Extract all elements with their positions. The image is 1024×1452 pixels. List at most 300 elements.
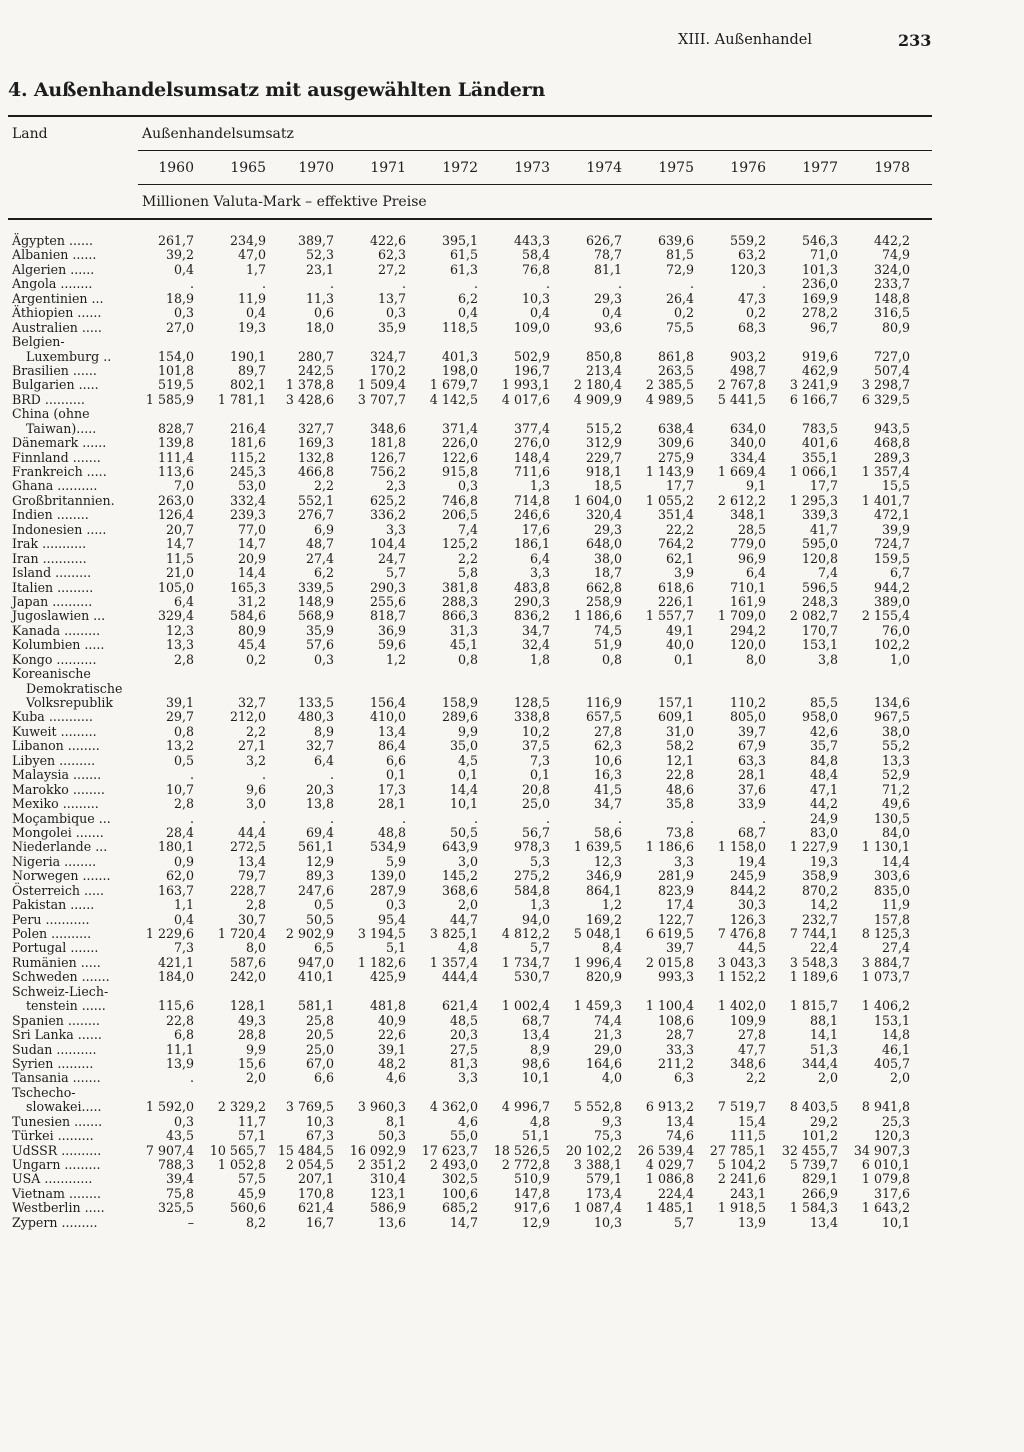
- table-cell: .: [401, 810, 406, 826]
- table-cell: 288,3: [441, 593, 478, 609]
- table-cell: 5,7: [529, 940, 550, 956]
- country-label: Ungarn .........: [12, 1157, 101, 1172]
- table-row: [8, 653, 928, 667]
- table-cell: 8 125,3: [861, 926, 910, 941]
- table-cell: 1,7: [245, 261, 266, 277]
- table-cell: 336,2: [369, 507, 406, 523]
- table-row: [8, 609, 928, 623]
- table-cell: 11,7: [237, 1113, 266, 1129]
- table-cell: 389,7: [297, 233, 334, 248]
- table-cell: 6,6: [385, 752, 406, 768]
- table-cell: 1 918,5: [717, 1200, 766, 1216]
- country-label: China (ohne: [12, 406, 90, 422]
- table-cell: 58,4: [521, 247, 550, 263]
- table-cell: 81,5: [665, 247, 694, 263]
- table-cell: .: [401, 276, 406, 292]
- table-cell: 6,4: [745, 565, 766, 581]
- table-cell: 1 734,7: [501, 954, 550, 970]
- table-cell: [686, 682, 766, 696]
- table-cell: [254, 667, 334, 681]
- table-cell: 27,4: [881, 940, 910, 956]
- table-cell: [470, 985, 550, 999]
- table-cell: [326, 682, 406, 696]
- table-cell: 48,5: [449, 1012, 478, 1028]
- table-cell: 10,3: [593, 1214, 622, 1230]
- table-cell: 4,6: [385, 1070, 406, 1086]
- table-cell: 181,6: [229, 435, 266, 451]
- table-cell: 5 552,8: [573, 1099, 622, 1115]
- table-cell: 18 526,5: [493, 1142, 550, 1158]
- table-cell: 1 604,0: [573, 492, 622, 508]
- table-cell: 58,6: [593, 824, 622, 840]
- table-cell: 0,2: [245, 651, 266, 667]
- table-cell: 559,2: [729, 233, 766, 248]
- table-row: [8, 422, 928, 436]
- table-cell: 29,3: [593, 290, 622, 306]
- table-cell: 74,4: [593, 1012, 622, 1028]
- country-label: Taiwan).....: [26, 420, 97, 436]
- table-cell: 3,0: [457, 853, 478, 869]
- table-cell: 148,4: [513, 449, 550, 465]
- table-row: [8, 1216, 928, 1230]
- country-label: UdSSR ..........: [12, 1142, 102, 1158]
- country-label: Vietnam ........: [12, 1185, 102, 1201]
- table-cell: 2,0: [817, 1070, 838, 1086]
- table-cell: 100,6: [441, 1185, 478, 1201]
- table-cell: 31,3: [449, 622, 478, 638]
- table-cell: 358,9: [801, 868, 838, 884]
- table-cell: 35,7: [809, 738, 838, 754]
- table-cell: [326, 1086, 406, 1100]
- table-cell: 115,6: [157, 998, 194, 1014]
- table-cell: 502,9: [513, 348, 550, 364]
- table-cell: [326, 985, 406, 999]
- table-cell: .: [545, 810, 550, 826]
- table-cell: [614, 682, 694, 696]
- table-cell: 15,5: [881, 478, 910, 494]
- country-label: Portugal .......: [12, 940, 99, 956]
- table-cell: 30,7: [237, 911, 266, 927]
- table-cell: 395,1: [441, 233, 478, 248]
- table-cell: .: [261, 276, 266, 292]
- table-cell: 6 010,1: [861, 1157, 910, 1172]
- table-cell: 169,9: [801, 290, 838, 306]
- country-label: Jugoslawien ...: [12, 608, 106, 624]
- table-row: [8, 725, 928, 739]
- table-cell: 290,3: [369, 579, 406, 595]
- table-cell: 74,5: [593, 622, 622, 638]
- table-cell: 1 066,1: [789, 464, 838, 479]
- table-cell: 917,6: [513, 1200, 550, 1216]
- country-label: Bulgarien .....: [12, 377, 99, 393]
- table-cell: 444,4: [441, 969, 478, 985]
- page-title: 4. Außenhandelsumsatz mit ausgewählten Ländern: [8, 79, 546, 101]
- table-cell: 6 166,7: [789, 391, 838, 407]
- table-row: [8, 321, 928, 335]
- table-cell: 639,6: [657, 233, 694, 248]
- table-cell: 5,1: [385, 940, 406, 956]
- table-cell: 320,4: [585, 507, 622, 523]
- country-label: Indien ........: [12, 507, 89, 523]
- table-cell: 13,3: [165, 637, 194, 653]
- table-cell: 348,1: [729, 507, 766, 523]
- country-label: Kuba ...........: [12, 709, 93, 725]
- table-row: [8, 248, 928, 262]
- table-cell: 35,9: [377, 319, 406, 335]
- table-cell: 401,6: [801, 435, 838, 451]
- table-cell: 1,2: [385, 651, 406, 667]
- country-label: Sudan ..........: [12, 1041, 97, 1057]
- table-cell: 6,3: [673, 1070, 694, 1086]
- table-cell: 13,9: [737, 1214, 766, 1230]
- table-cell: [254, 1086, 334, 1100]
- table-cell: 77,0: [237, 521, 266, 537]
- table-cell: [614, 335, 694, 349]
- table-cell: 228,7: [229, 882, 266, 898]
- table-cell: 2,2: [745, 1070, 766, 1086]
- table-cell: 425,9: [369, 969, 406, 985]
- table-cell: 6,4: [173, 593, 194, 609]
- table-cell: 1 158,0: [717, 839, 766, 855]
- table-cell: 159,5: [873, 550, 910, 566]
- table-cell: [114, 1086, 194, 1100]
- table-cell: 332,4: [229, 492, 266, 508]
- table-cell: 236,0: [801, 276, 838, 292]
- table-row: [8, 479, 928, 493]
- table-cell: 96,9: [737, 550, 766, 566]
- table-cell: [114, 407, 194, 421]
- table-cell: 835,0: [873, 882, 910, 898]
- table-cell: 272,5: [229, 839, 266, 855]
- table-cell: 147,8: [513, 1185, 550, 1201]
- table-cell: 1 002,4: [501, 998, 550, 1014]
- table-cell: 3 548,3: [789, 954, 838, 970]
- table-cell: 14,7: [237, 536, 266, 552]
- table-cell: 49,6: [881, 796, 910, 812]
- table-cell: 75,5: [665, 319, 694, 335]
- table-cell: 50,5: [449, 824, 478, 840]
- table-row: [8, 566, 928, 580]
- table-cell: 32,7: [237, 695, 266, 710]
- table-cell: 7 519,7: [717, 1099, 766, 1115]
- table-cell: 2 385,5: [645, 377, 694, 393]
- table-cell: 51,3: [809, 1041, 838, 1057]
- year-header-1973: 1973: [514, 160, 550, 176]
- table-cell: 6,4: [313, 752, 334, 768]
- table-cell: .: [261, 810, 266, 826]
- table-cell: 226,0: [441, 435, 478, 451]
- table-cell: 584,6: [229, 608, 266, 624]
- table-cell: 34,7: [593, 796, 622, 812]
- table-cell: 14,1: [809, 1027, 838, 1043]
- table-cell: 28,7: [665, 1027, 694, 1043]
- table-cell: 918,1: [585, 464, 622, 479]
- table-cell: 126,4: [157, 507, 194, 523]
- table-cell: 561,1: [297, 839, 334, 855]
- table-cell: 31,2: [237, 593, 266, 609]
- table-cell: 55,2: [881, 738, 910, 754]
- table-cell: [614, 667, 694, 681]
- table-cell: 1 781,1: [217, 391, 266, 407]
- table-cell: 8,0: [745, 651, 766, 667]
- table-cell: 113,6: [157, 464, 194, 479]
- table-cell: 28,4: [165, 824, 194, 840]
- table-cell: 61,5: [449, 247, 478, 263]
- table-cell: 0,4: [601, 305, 622, 321]
- table-cell: 944,2: [873, 579, 910, 595]
- table-cell: 410,1: [297, 969, 334, 985]
- table-cell: 39,7: [665, 940, 694, 956]
- table-cell: 6,6: [313, 1070, 334, 1086]
- table-cell: 281,9: [657, 868, 694, 884]
- country-label: Belgien-: [12, 334, 65, 350]
- table-cell: [830, 667, 910, 681]
- table-row: [8, 364, 928, 378]
- table-cell: 1 643,2: [861, 1200, 910, 1216]
- table-cell: 21,0: [165, 565, 194, 581]
- table-cell: 98,6: [521, 1055, 550, 1071]
- table-cell: 161,9: [729, 593, 766, 609]
- table-cell: 5 104,2: [717, 1157, 766, 1172]
- country-label: Tschecho-: [12, 1084, 76, 1100]
- table-cell: 7,0: [173, 478, 194, 494]
- table-cell: [398, 682, 478, 696]
- table-cell: 1 585,9: [145, 391, 194, 407]
- table-row: [8, 840, 928, 854]
- table-cell: 17,7: [809, 478, 838, 494]
- table-row: [8, 999, 928, 1013]
- country-label: Australien .....: [12, 319, 102, 335]
- table-cell: 30,3: [737, 897, 766, 913]
- country-label: Moçambique ...: [12, 810, 111, 826]
- country-label: USA ............: [12, 1171, 93, 1187]
- table-cell: 101,8: [157, 362, 194, 378]
- table-cell: 139,8: [157, 435, 194, 451]
- table-cell: 47,7: [737, 1041, 766, 1057]
- table-cell: 40,0: [665, 637, 694, 653]
- page-number: 233: [898, 31, 932, 50]
- table-cell: 1 996,4: [573, 954, 622, 970]
- table-cell: 17,4: [665, 897, 694, 913]
- table-cell: 33,9: [737, 796, 766, 812]
- table-cell: 346,9: [585, 868, 622, 884]
- table-cell: 546,3: [801, 233, 838, 248]
- table-cell: 422,6: [369, 233, 406, 248]
- table-cell: 126,3: [729, 911, 766, 927]
- table-cell: 2 241,6: [717, 1171, 766, 1187]
- table-cell: 51,1: [521, 1128, 550, 1144]
- table-cell: 0,9: [173, 853, 194, 869]
- table-cell: 329,4: [157, 608, 194, 624]
- table-cell: 7,3: [529, 752, 550, 768]
- table-cell: 943,5: [873, 420, 910, 436]
- table-cell: 170,2: [369, 362, 406, 378]
- table-row: [8, 855, 928, 869]
- table-cell: 44,2: [809, 796, 838, 812]
- table-cell: 657,5: [585, 709, 622, 725]
- table-cell: 20,9: [237, 550, 266, 566]
- table-cell: 61,3: [449, 261, 478, 277]
- table-cell: 1 406,2: [861, 998, 910, 1014]
- table-cell: 17,7: [665, 478, 694, 494]
- table-cell: 2,8: [173, 796, 194, 812]
- table-cell: 6,9: [313, 521, 334, 537]
- table-cell: 13,3: [881, 752, 910, 768]
- table-cell: 20,8: [521, 781, 550, 797]
- table-cell: 1 073,7: [861, 969, 910, 985]
- table-cell: 62,0: [165, 868, 194, 884]
- table-cell: 122,7: [657, 911, 694, 927]
- table-cell: 3,3: [529, 565, 550, 581]
- table-cell: 0,3: [173, 1113, 194, 1129]
- table-cell: 1 720,4: [217, 926, 266, 941]
- table-cell: 115,2: [229, 449, 266, 465]
- table-cell: 466,8: [297, 464, 334, 479]
- table-row: [8, 508, 928, 522]
- table-cell: 5,7: [673, 1214, 694, 1230]
- rule-years: [138, 184, 932, 185]
- table-cell: 746,8: [441, 492, 478, 508]
- table-cell: 47,0: [237, 247, 266, 263]
- table-row: [8, 1115, 928, 1129]
- table-cell: 31,0: [665, 723, 694, 739]
- country-label: Polen ..........: [12, 926, 92, 941]
- table-cell: [542, 1086, 622, 1100]
- country-label: Zypern .........: [12, 1214, 98, 1230]
- table-cell: 12,3: [165, 622, 194, 638]
- table-row: [8, 1158, 928, 1172]
- table-row: [8, 1187, 928, 1201]
- table-cell: 276,0: [513, 435, 550, 451]
- table-cell: 154,0: [157, 348, 194, 364]
- table-row: [8, 1086, 928, 1100]
- table-cell: 17,3: [377, 781, 406, 797]
- table-cell: 68,3: [737, 319, 766, 335]
- table-row: [8, 956, 928, 970]
- table-cell: .: [189, 276, 194, 292]
- table-cell: .: [189, 1070, 194, 1086]
- table-cell: 21,3: [593, 1027, 622, 1043]
- year-header-1977: 1977: [802, 160, 838, 176]
- table-cell: 3 241,9: [789, 377, 838, 393]
- country-label: Kuweit .........: [12, 723, 97, 739]
- table-cell: [758, 667, 838, 681]
- table-cell: 2 329,2: [217, 1099, 266, 1115]
- table-cell: 368,6: [441, 882, 478, 898]
- table-cell: 76,0: [881, 622, 910, 638]
- table-cell: 1 182,6: [357, 954, 406, 970]
- table-cell: 560,6: [229, 1200, 266, 1216]
- country-label: Nigeria ........: [12, 853, 97, 869]
- table-cell: [686, 407, 766, 421]
- table-cell: 47,1: [809, 781, 838, 797]
- table-cell: 261,7: [157, 233, 194, 248]
- table-cell: 0,4: [173, 911, 194, 927]
- table-cell: 443,3: [513, 233, 550, 248]
- table-cell: 2,0: [245, 1070, 266, 1086]
- table-cell: [830, 1086, 910, 1100]
- table-cell: 34 907,3: [853, 1142, 910, 1158]
- table-cell: 14,2: [809, 897, 838, 913]
- country-label: Italien .........: [12, 579, 94, 595]
- table-cell: 579,1: [585, 1171, 622, 1187]
- table-cell: 621,4: [441, 998, 478, 1014]
- table-cell: 133,5: [297, 695, 334, 710]
- table-cell: 27,8: [593, 723, 622, 739]
- table-cell: 27,8: [737, 1027, 766, 1043]
- table-cell: 165,3: [229, 579, 266, 595]
- table-cell: 2,3: [385, 478, 406, 494]
- table-cell: 247,6: [297, 882, 334, 898]
- country-label: Kongo ..........: [12, 651, 97, 667]
- table-cell: 4 142,5: [429, 391, 478, 407]
- table-cell: 4 989,5: [645, 391, 694, 407]
- table-row: [8, 263, 928, 277]
- table-cell: 1 143,9: [645, 464, 694, 479]
- country-label: Algerien ......: [12, 261, 95, 277]
- table-cell: 125,2: [441, 536, 478, 552]
- table-cell: 8,4: [601, 940, 622, 956]
- country-label: Brasilien ......: [12, 362, 97, 378]
- table-cell: .: [761, 810, 766, 826]
- table-cell: 1 709,0: [717, 608, 766, 624]
- table-cell: 1,1: [173, 897, 194, 913]
- table-cell: 35,0: [449, 738, 478, 754]
- table-cell: 4,0: [601, 1070, 622, 1086]
- table-cell: 1 087,4: [573, 1200, 622, 1216]
- table-cell: 6 329,5: [861, 391, 910, 407]
- table-cell: 108,6: [657, 1012, 694, 1028]
- country-label: Schweiz-Liech-: [12, 983, 109, 999]
- table-cell: .: [617, 810, 622, 826]
- table-cell: 344,4: [801, 1055, 838, 1071]
- table-cell: 947,0: [297, 954, 334, 970]
- table-cell: 2 054,5: [285, 1157, 334, 1172]
- table-cell: 5,3: [529, 853, 550, 869]
- table-row: [8, 436, 928, 450]
- table-cell: [326, 667, 406, 681]
- table-cell: 78,7: [593, 247, 622, 263]
- table-cell: 22,2: [665, 521, 694, 537]
- table-cell: 3 428,6: [285, 391, 334, 407]
- table-cell: 39,4: [165, 1171, 194, 1187]
- table-cell: 32,4: [521, 637, 550, 653]
- table-cell: 1 189,6: [789, 969, 838, 985]
- table-cell: 820,9: [585, 969, 622, 985]
- table-cell: 11,3: [305, 290, 334, 306]
- table-cell: 609,1: [657, 709, 694, 725]
- table-cell: 213,4: [585, 362, 622, 378]
- year-header-1960: 1960: [158, 160, 194, 176]
- table-cell: 10,1: [521, 1070, 550, 1086]
- country-label: Peru ...........: [12, 911, 90, 927]
- table-cell: 0,4: [245, 305, 266, 321]
- table-cell: 779,0: [729, 536, 766, 552]
- table-cell: 638,4: [657, 420, 694, 436]
- table-cell: 312,9: [585, 435, 622, 451]
- table-cell: [686, 335, 766, 349]
- table-cell: 263,5: [657, 362, 694, 378]
- table-cell: 8,9: [529, 1041, 550, 1057]
- table-cell: 6,7: [889, 565, 910, 581]
- table-cell: 3 707,7: [357, 391, 406, 407]
- country-label: Pakistan ......: [12, 897, 95, 913]
- table-cell: 111,5: [729, 1128, 766, 1144]
- table-cell: 1 557,7: [645, 608, 694, 624]
- country-label: Sri Lanka ......: [12, 1027, 102, 1043]
- table-cell: 88,1: [809, 1012, 838, 1028]
- table-cell: 71,2: [881, 781, 910, 797]
